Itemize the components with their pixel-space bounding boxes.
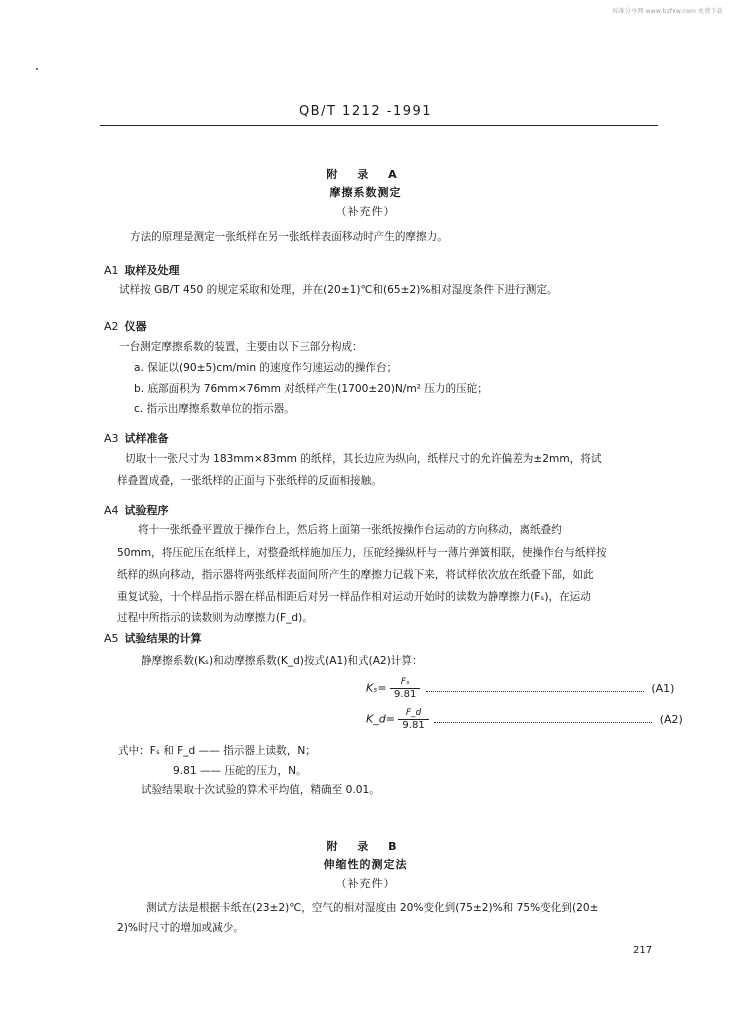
appendix-b-subtitle: （补充件） [335,877,396,890]
section-title: 取样及处理 [124,264,180,277]
section-number: A1 [104,264,119,277]
paragraph-line: 样叠置成叠，一张纸样的正面与下张纸样的反面相接触。 [117,475,382,487]
appendix-b-heading: 附 录 B [326,840,405,853]
paragraph-line: 纸样的纵向移动，指示器将两张纸样表面间所产生的摩擦力记载下来，将试样依次放在纸叠下部，如此 [117,569,594,581]
scan-dot [36,68,38,70]
fraction-denominator: 9.81 [402,720,425,731]
section-number: A2 [104,320,119,333]
paragraph-line: 测试方法是根据卡纸在(23±2)℃，空气的相对湿度由 20%变化到(75±2)%和 75%变化到(20± [146,902,599,914]
page-number: 217 [633,945,653,956]
equation-tag: (A2) [659,712,683,726]
fraction-numerator: Fₛ [390,676,420,689]
equation-a2 [366,707,683,732]
equation-a1 [366,676,674,701]
section-number: A3 [104,432,119,445]
paragraph-line: 50mm，将压砣压在纸样上，对整叠纸样施加压力，压砣经操纵杆与一薄片弹簧相联，使操作台与纸样按 [117,547,607,559]
result-line: 试验结果取十次试验的算术平均值，精确至 0.01。 [141,784,380,796]
appendix-a-intro: 方法的原理是测定一张纸样在另一张纸样表面移动时产生的摩擦力。 [130,231,448,243]
paragraph-line: 2)%时尺寸的增加或减少。 [117,922,244,934]
paragraph-line: 切取十一张尺寸为 183mm×83mm 的纸样，其长边应为纵向，纸样尺寸的允许偏差为±2mm，将试 [125,453,602,465]
appendix-b-title: 伸缩性的测定法 [323,858,408,871]
appendix-a-title: 摩擦系数测定 [329,186,402,199]
section-a5-heading [104,630,202,646]
standard-code: QB/T 1212 -1991 [298,104,433,119]
fraction-numerator: F_d [398,707,428,720]
list-item: a. 保证以(90±5)cm/min 的速度作匀速运动的操作台； [134,362,398,374]
appendix-a-subtitle: （补充件） [335,205,396,218]
equation-tag: (A1) [651,681,675,695]
leader-dots [434,722,652,723]
paragraph-line: 试样按 GB/T 450 的规定采取和处理，并在(20±1)℃和(65±2)%相对湿度条件下进行测定。 [119,284,558,296]
equation-fraction [398,707,428,732]
section-title: 试样准备 [124,432,169,445]
section-a3-heading [104,430,169,446]
where-line: 9.81 —— 压砣的压力，N。 [173,765,307,777]
paragraph-line: 过程中所指示的读数则为动摩擦力(F_d)。 [117,612,313,624]
paragraph-line: 将十一张纸叠平置放于操作台上，然后将上面第一张纸按操作台运动的方向移动，离纸叠约 [138,524,562,536]
where-line: 式中：Fₛ 和 F_d —— 指示器上读数，N； [118,745,316,757]
fraction-denominator: 9.81 [394,689,417,700]
list-item: c. 指示出摩擦系数单位的指示器。 [134,403,295,415]
equation-lhs: Kₛ= [366,681,387,695]
leader-dots [426,691,644,692]
paragraph-line: 静摩擦系数(Kₛ)和动摩擦系数(K_d)按式(A1)和式(A2)计算： [141,655,423,667]
section-a2-heading [104,318,147,334]
section-number: A5 [104,632,119,645]
section-number: A4 [104,504,119,517]
section-a1-heading [104,262,180,278]
equation-fraction [390,676,420,701]
watermark: 标准分享网 www.bzfxw.com 免费下载 [612,8,723,15]
equation-lhs: K_d= [366,712,395,726]
section-title: 仪器 [124,320,147,333]
header-rule [100,125,658,126]
list-item: b. 底部面积为 76mm×76mm 对纸样产生(1700±20)N/m² 压力的压砣； [134,383,488,395]
appendix-a-heading: 附 录 A [326,168,405,181]
section-a4-heading [104,502,169,518]
section-title: 试验程序 [124,504,169,517]
paragraph-line: 重复试验，十个样品指示器在样品相距后对另一样品作相对运动开始时的读数为静摩擦力(Fₛ)，在运动 [117,591,591,603]
paragraph-line: 一台测定摩擦系数的装置，主要由以下三部分构成： [119,341,363,353]
section-title: 试验结果的计算 [124,632,202,645]
